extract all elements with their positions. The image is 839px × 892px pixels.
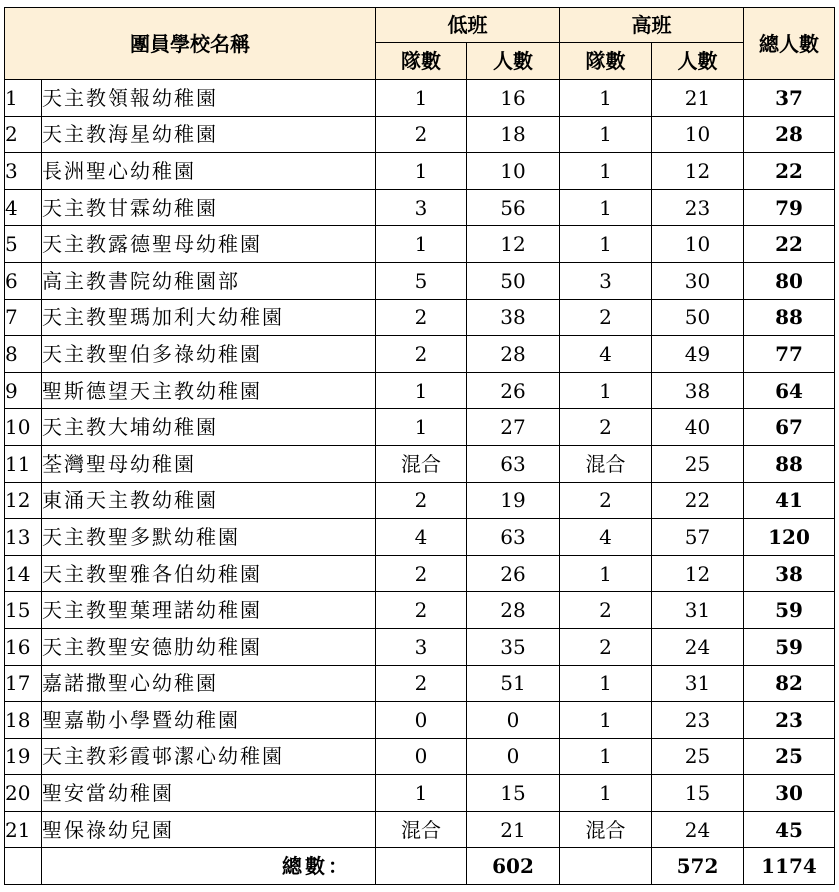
sum-label: 總數： (42, 848, 376, 885)
high-teams: 2 (560, 409, 652, 446)
low-people: 35 (467, 628, 560, 665)
school-name: 高主教書院幼稚園部 (42, 262, 376, 299)
row-total: 23 (744, 702, 835, 739)
low-people: 15 (467, 775, 560, 812)
school-name-header: 團員學校名稱 (5, 8, 376, 80)
school-name: 聖斯德望天主教幼稚園 (42, 372, 376, 409)
table-row (5, 189, 835, 226)
row-number: 17 (5, 665, 42, 702)
low-people: 0 (467, 738, 560, 775)
high-teams: 1 (560, 665, 652, 702)
table-footer (5, 848, 835, 885)
school-roster-table (4, 7, 835, 885)
footer-blank-cell (5, 848, 42, 885)
row-total: 25 (744, 738, 835, 775)
school-name: 天主教露德聖母幼稚園 (42, 226, 376, 263)
low-teams: 混合 (376, 445, 467, 482)
total-people-header: 總人數 (744, 8, 835, 80)
low-people: 28 (467, 592, 560, 629)
table-row (5, 80, 835, 117)
school-name: 天主教海星幼稚園 (42, 116, 376, 153)
low-people: 18 (467, 116, 560, 153)
low-teams: 2 (376, 555, 467, 592)
row-number: 20 (5, 775, 42, 812)
low-people-header: 人數 (467, 43, 560, 80)
grand-total: 1174 (744, 848, 835, 885)
high-people: 12 (652, 555, 744, 592)
high-people: 22 (652, 482, 744, 519)
footer-low-teams-blank (376, 848, 467, 885)
low-teams: 1 (376, 80, 467, 117)
row-total: 77 (744, 336, 835, 373)
row-number: 8 (5, 336, 42, 373)
high-people: 23 (652, 189, 744, 226)
high-people: 57 (652, 519, 744, 556)
low-people: 12 (467, 226, 560, 263)
high-people: 24 (652, 811, 744, 848)
low-people: 27 (467, 409, 560, 446)
high-teams: 1 (560, 226, 652, 263)
row-number: 2 (5, 116, 42, 153)
row-total: 59 (744, 628, 835, 665)
table-row (5, 409, 835, 446)
low-people-sum: 602 (467, 848, 560, 885)
high-teams: 1 (560, 116, 652, 153)
row-total: 67 (744, 409, 835, 446)
low-teams: 2 (376, 592, 467, 629)
row-number: 10 (5, 409, 42, 446)
low-teams: 2 (376, 116, 467, 153)
high-people: 15 (652, 775, 744, 812)
row-number: 5 (5, 226, 42, 263)
table-row (5, 519, 835, 556)
high-people: 50 (652, 299, 744, 336)
high-people: 23 (652, 702, 744, 739)
school-name: 天主教聖瑪加利大幼稚園 (42, 299, 376, 336)
school-name: 長洲聖心幼稚園 (42, 153, 376, 190)
row-number: 15 (5, 592, 42, 629)
high-teams: 3 (560, 262, 652, 299)
high-class-header: 高班 (560, 8, 744, 43)
row-number: 3 (5, 153, 42, 190)
school-name: 嘉諾撒聖心幼稚園 (42, 665, 376, 702)
row-total: 82 (744, 665, 835, 702)
high-teams: 1 (560, 555, 652, 592)
table-header (5, 8, 835, 80)
table-row (5, 336, 835, 373)
high-people: 25 (652, 738, 744, 775)
row-number: 6 (5, 262, 42, 299)
low-people: 51 (467, 665, 560, 702)
high-teams: 4 (560, 336, 652, 373)
low-people: 21 (467, 811, 560, 848)
high-people-header: 人數 (652, 43, 744, 80)
school-name: 天主教聖安德肋幼稚園 (42, 628, 376, 665)
low-teams: 3 (376, 628, 467, 665)
row-total: 22 (744, 153, 835, 190)
row-total: 59 (744, 592, 835, 629)
high-teams: 2 (560, 299, 652, 336)
low-teams: 2 (376, 482, 467, 519)
low-teams: 4 (376, 519, 467, 556)
table-row (5, 738, 835, 775)
row-total: 88 (744, 445, 835, 482)
row-total: 45 (744, 811, 835, 848)
high-teams: 混合 (560, 811, 652, 848)
table-row (5, 665, 835, 702)
high-people: 12 (652, 153, 744, 190)
row-number: 9 (5, 372, 42, 409)
table-row (5, 153, 835, 190)
row-number: 16 (5, 628, 42, 665)
low-teams-header: 隊數 (376, 43, 467, 80)
low-people: 28 (467, 336, 560, 373)
high-people: 31 (652, 665, 744, 702)
low-teams: 1 (376, 775, 467, 812)
row-total: 64 (744, 372, 835, 409)
school-name: 天主教甘霖幼稚園 (42, 189, 376, 226)
low-people: 10 (467, 153, 560, 190)
table-row (5, 445, 835, 482)
high-teams: 4 (560, 519, 652, 556)
row-total: 41 (744, 482, 835, 519)
row-number: 19 (5, 738, 42, 775)
low-teams: 0 (376, 702, 467, 739)
high-teams: 1 (560, 80, 652, 117)
low-people: 19 (467, 482, 560, 519)
low-teams: 1 (376, 226, 467, 263)
row-total: 120 (744, 519, 835, 556)
high-teams: 1 (560, 153, 652, 190)
high-teams: 2 (560, 482, 652, 519)
table-row (5, 116, 835, 153)
row-number: 1 (5, 80, 42, 117)
high-people: 21 (652, 80, 744, 117)
low-teams: 1 (376, 372, 467, 409)
low-teams: 1 (376, 153, 467, 190)
table-row (5, 299, 835, 336)
row-number: 7 (5, 299, 42, 336)
school-name: 天主教聖雅各伯幼稚園 (42, 555, 376, 592)
school-name: 天主教聖葉理諾幼稚園 (42, 592, 376, 629)
row-total: 37 (744, 80, 835, 117)
low-people: 63 (467, 445, 560, 482)
low-people: 26 (467, 372, 560, 409)
low-teams: 0 (376, 738, 467, 775)
high-teams: 混合 (560, 445, 652, 482)
row-total: 80 (744, 262, 835, 299)
row-number: 11 (5, 445, 42, 482)
low-people: 63 (467, 519, 560, 556)
table-row (5, 482, 835, 519)
high-teams: 2 (560, 592, 652, 629)
low-people: 16 (467, 80, 560, 117)
table-row (5, 372, 835, 409)
table-body (5, 80, 835, 848)
high-people: 40 (652, 409, 744, 446)
high-teams-header: 隊數 (560, 43, 652, 80)
school-name: 天主教彩霞邨潔心幼稚園 (42, 738, 376, 775)
row-total: 28 (744, 116, 835, 153)
low-teams: 混合 (376, 811, 467, 848)
high-people-sum: 572 (652, 848, 744, 885)
high-teams: 1 (560, 702, 652, 739)
school-name: 天主教聖伯多祿幼稚園 (42, 336, 376, 373)
row-total: 30 (744, 775, 835, 812)
school-name: 荃灣聖母幼稚園 (42, 445, 376, 482)
row-number: 18 (5, 702, 42, 739)
row-number: 13 (5, 519, 42, 556)
row-total: 22 (744, 226, 835, 263)
table-row (5, 702, 835, 739)
low-people: 0 (467, 702, 560, 739)
high-people: 31 (652, 592, 744, 629)
high-people: 24 (652, 628, 744, 665)
table-row (5, 628, 835, 665)
low-people: 26 (467, 555, 560, 592)
table-row (5, 775, 835, 812)
footer-high-teams-blank (560, 848, 652, 885)
high-people: 49 (652, 336, 744, 373)
row-number: 21 (5, 811, 42, 848)
table-row (5, 555, 835, 592)
high-teams: 2 (560, 628, 652, 665)
low-teams: 1 (376, 409, 467, 446)
school-name: 聖保祿幼兒園 (42, 811, 376, 848)
low-teams: 2 (376, 299, 467, 336)
table-row (5, 811, 835, 848)
row-total: 38 (744, 555, 835, 592)
school-name: 天主教聖多默幼稚園 (42, 519, 376, 556)
low-teams: 2 (376, 665, 467, 702)
high-teams: 1 (560, 775, 652, 812)
table-row (5, 262, 835, 299)
row-number: 12 (5, 482, 42, 519)
school-name: 天主教大埔幼稚園 (42, 409, 376, 446)
high-people: 10 (652, 116, 744, 153)
table-row (5, 226, 835, 263)
high-teams: 1 (560, 738, 652, 775)
high-teams: 1 (560, 372, 652, 409)
school-name: 聖安當幼稚園 (42, 775, 376, 812)
row-total: 79 (744, 189, 835, 226)
low-people: 50 (467, 262, 560, 299)
high-people: 10 (652, 226, 744, 263)
table-row (5, 592, 835, 629)
low-people: 56 (467, 189, 560, 226)
school-name: 東涌天主教幼稚園 (42, 482, 376, 519)
school-name: 聖嘉勒小學暨幼稚園 (42, 702, 376, 739)
high-people: 38 (652, 372, 744, 409)
high-teams: 1 (560, 189, 652, 226)
high-people: 30 (652, 262, 744, 299)
low-people: 38 (467, 299, 560, 336)
school-name: 天主教領報幼稚園 (42, 80, 376, 117)
low-teams: 2 (376, 336, 467, 373)
high-people: 25 (652, 445, 744, 482)
row-number: 4 (5, 189, 42, 226)
row-total: 88 (744, 299, 835, 336)
low-teams: 5 (376, 262, 467, 299)
low-teams: 3 (376, 189, 467, 226)
row-number: 14 (5, 555, 42, 592)
low-class-header: 低班 (376, 8, 560, 43)
